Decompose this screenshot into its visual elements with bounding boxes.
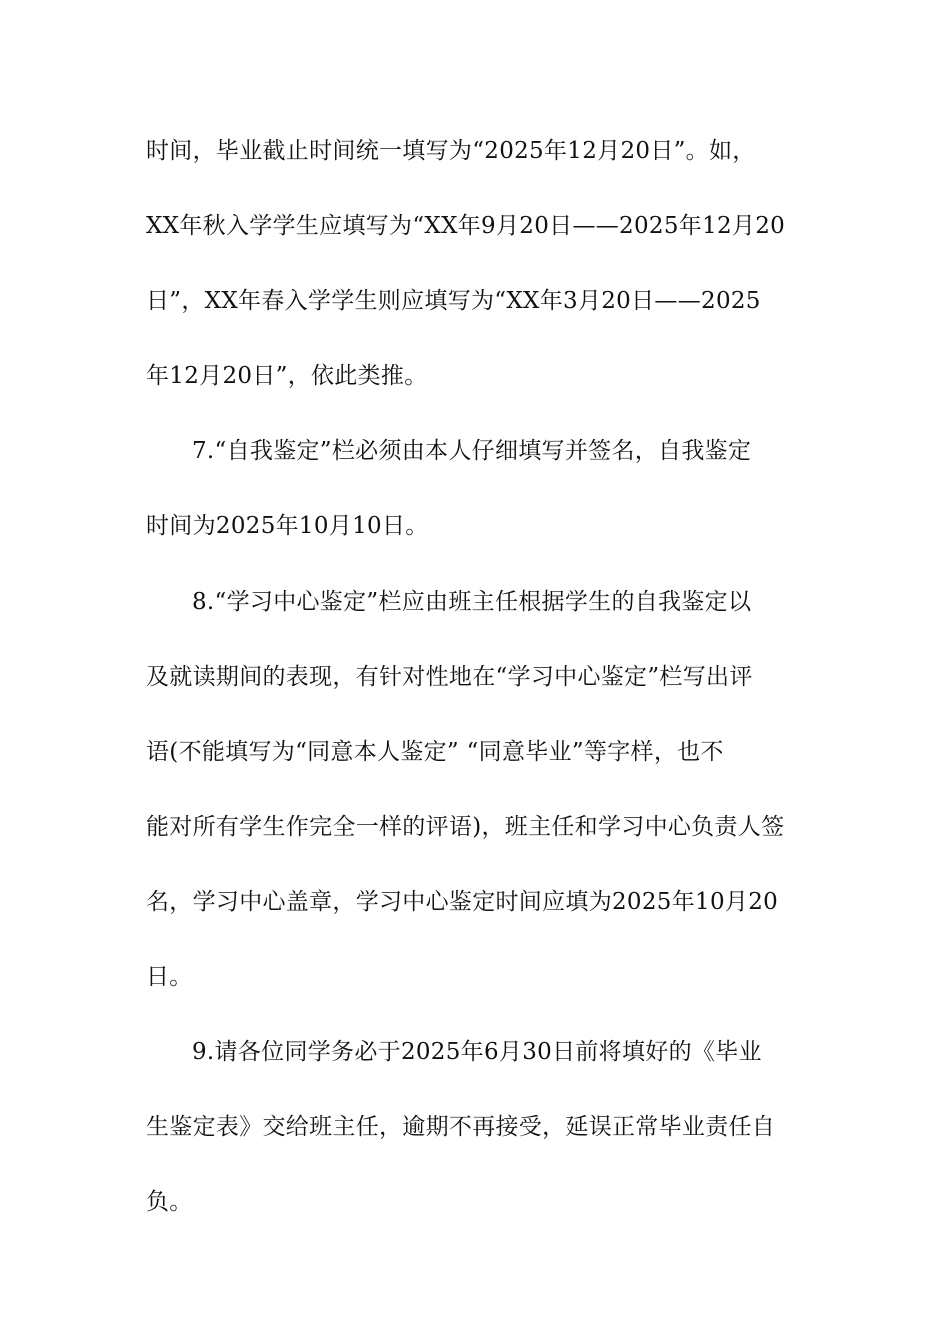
item-8-line-6: 日。 — [146, 964, 193, 990]
item-8-line-2: 及就读期间的表现，有针对性地在“学习中心鉴定”栏写出评 — [146, 664, 753, 690]
item-8-line-4: 能对所有学生作完全一样的评语)，班主任和学习中心负责人签 — [146, 814, 785, 840]
item-8-line-5: 名，学习中心盖章，学习中心鉴定时间应填为2025年10月20 — [146, 889, 779, 915]
item-8-line-3: 语(不能填写为“同意本人鉴定” “同意毕业”等字样，也不 — [146, 739, 724, 765]
text-line-2: XX年秋入学学生应填写为“XX年9月20日——2025年12月20 — [146, 213, 786, 239]
text-line-4: 年12月20日”，依此类推。 — [146, 363, 428, 389]
text-line-1: 时间，毕业截止时间统一填写为“2025年12月20日”。如， — [146, 138, 756, 164]
item-8-line-1: 8.“学习中心鉴定”栏应由班主任根据学生的自我鉴定以 — [192, 589, 752, 615]
item-7-line-2: 时间为2025年10月10日。 — [146, 513, 429, 539]
item-9-line-3: 负。 — [146, 1189, 193, 1215]
item-9-line-1: 9.请各位同学务必于2025年6月30日前将填好的《毕业 — [192, 1039, 762, 1065]
item-7-line-1: 7.“自我鉴定”栏必须由本人仔细填写并签名，自我鉴定 — [192, 438, 752, 464]
text-line-3: 日”，XX年春入学学生则应填写为“XX年3月20日——2025 — [146, 288, 761, 314]
item-9-line-2: 生鉴定表》交给班主任，逾期不再接受，延误正常毕业责任自 — [146, 1114, 776, 1140]
